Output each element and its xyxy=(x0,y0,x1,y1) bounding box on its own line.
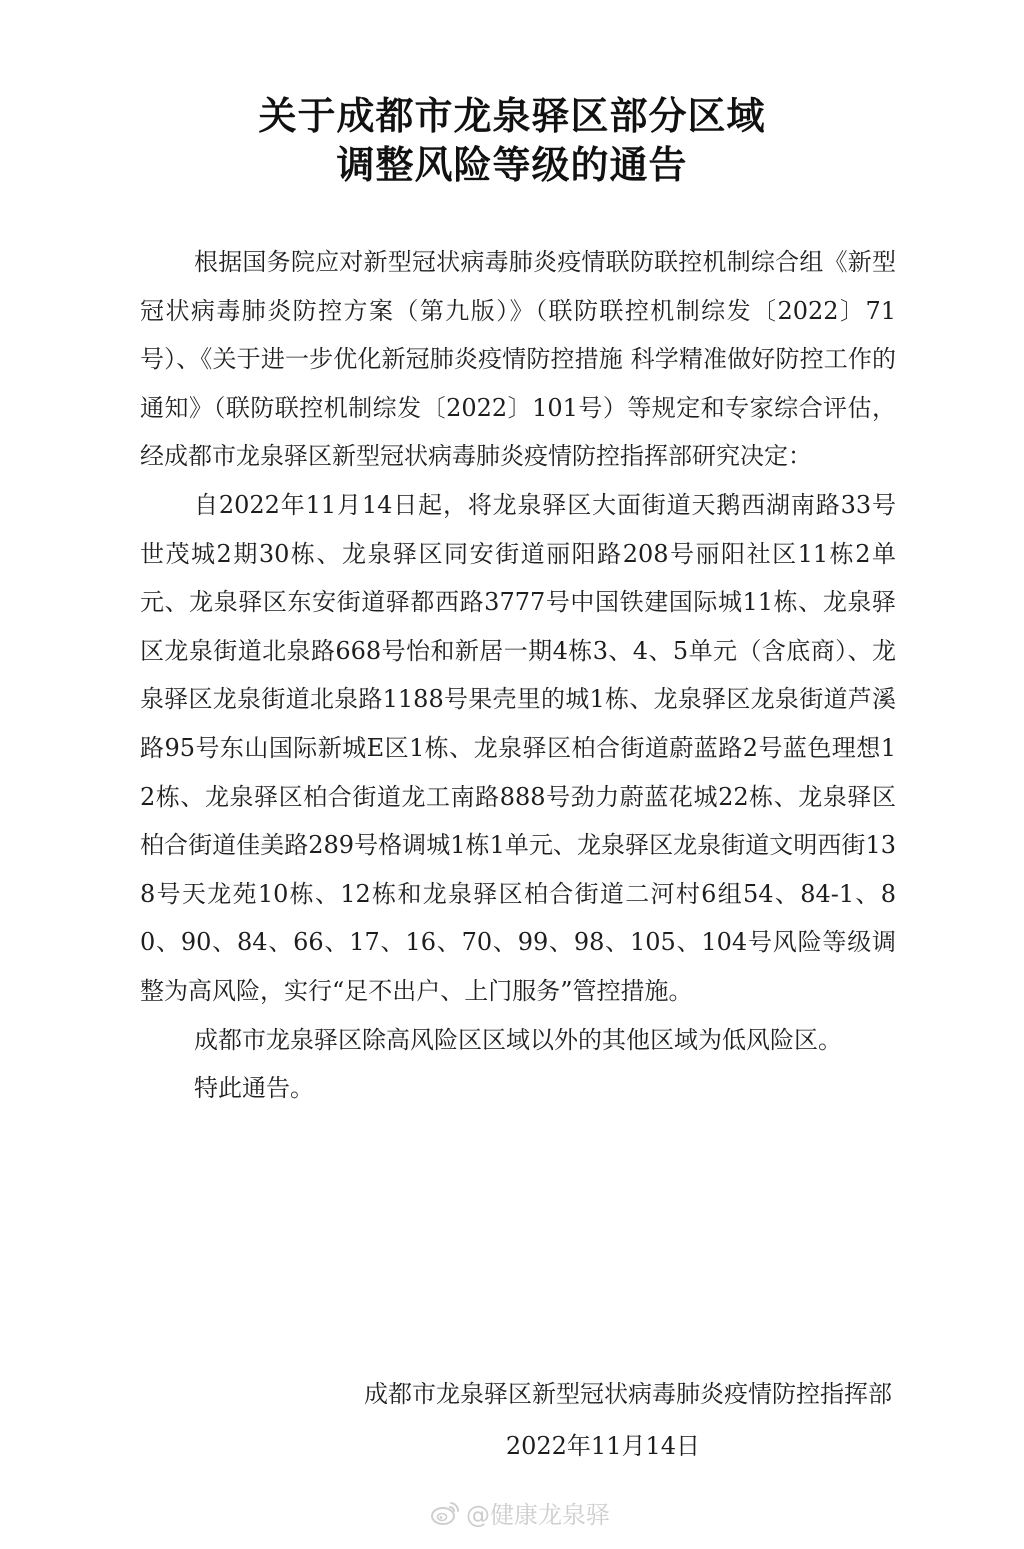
notice-title-line-2: 调整风险等级的通告 xyxy=(336,143,688,187)
notice-title-line-1: 关于成都市龙泉驿区部分区域 xyxy=(258,94,766,138)
weibo-icon xyxy=(430,1500,460,1526)
signature-organization: 成都市龙泉驿区新型冠状病毒肺炎疫情防控指挥部 xyxy=(364,1380,892,1408)
paragraph-low-risk-areas: 成都市龙泉驿区除高风险区区域以外的其他区域为低风险区。 xyxy=(194,1025,842,1054)
paragraph-basis: 根据国务院应对新型冠状病毒肺炎疫情联防联控机制综合组《新型冠状病毒肺炎防控方案（第九版）》（联防联控机制综发〔2022〕71号）、《关于进一步优化新冠肺炎疫情防控措施 科学精准做好防控工作的通知》（联防联控机制综发〔2022〕101号）等规定和专家综合评估，经成都市龙泉驿区新型冠状病毒肺炎疫情防控指挥部研究决定： xyxy=(140,248,896,471)
signature-date: 2022年11月14日 xyxy=(505,1432,700,1460)
watermark-account: @健康龙泉驿 xyxy=(466,1501,610,1529)
notice-body xyxy=(140,238,896,1113)
weibo-watermark xyxy=(430,1495,610,1530)
paragraph-closing: 特此通告。 xyxy=(194,1074,314,1103)
paragraph-high-risk-areas: 自2022年11月14日起，将龙泉驿区大面街道天鹅西湖南路33号世茂城2期30栋、龙泉驿区同安街道丽阳路208号丽阳社区11栋2单元、龙泉驿区东安街道驿都西路3777号中国铁建国际城11栋、龙泉驿区龙泉街道北泉路668号怡和新居一期4栋3、4、5单元（含底商）、龙泉驿区龙泉街道北泉路1188号果壳里的城1栋、龙泉驿区龙泉街道芦溪路95号东山国际新城E区1栋、龙泉驿区柏合街道蔚蓝路2号蓝色理想12栋、龙泉驿区柏合街道龙工南路888号劲力蔚蓝花城22栋、龙泉驿区柏合街道佳美路289号格调城1栋1单元、龙泉驿区龙泉街道文明西街138号天龙苑10栋、12栋和龙泉驿区柏合街道二河村6组54、84-1、80、90、84、66、17、16、70、99、98、105、104号风险等级调整为高风险，实行“足不出户、上门服务”管控措施。 xyxy=(140,490,896,1005)
